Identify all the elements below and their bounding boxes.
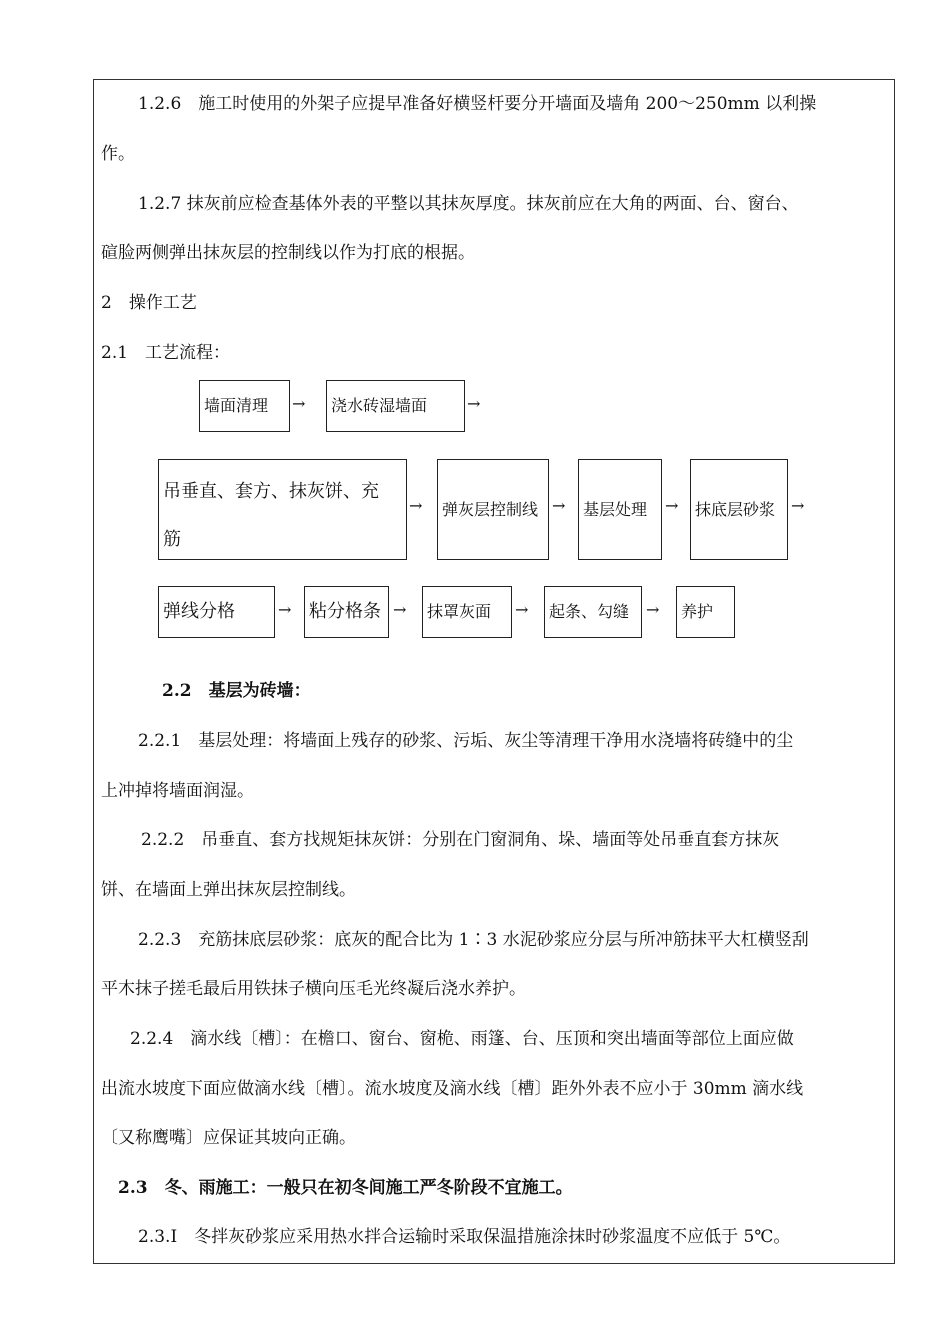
flow-box-finish-coat xyxy=(422,586,512,638)
heading-2-1: 2.1 工艺流程： xyxy=(101,343,231,363)
heading-2-3: 2.3 冬、雨施工：一般只在初冬间施工严冬阶段不宜施工。 xyxy=(118,1178,573,1198)
flow-box-divider-strip xyxy=(304,586,389,638)
flow-box-base-treatment xyxy=(578,459,662,560)
flow-box-label: 抹底层砂浆 xyxy=(695,499,776,519)
para-2-2-4-line1: 2.2.4 滴水线〔槽〕：在檐口、窗台、窗桅、雨篷、台、压顶和突出墙面等部位上面应做 xyxy=(130,1029,794,1049)
flow-box-label: 墙面清理 xyxy=(204,396,269,415)
flow-arrow: → xyxy=(467,394,481,413)
flow-arrow: → xyxy=(278,600,292,619)
flow-box-label: 基层处理 xyxy=(583,499,648,519)
flow-box-label: 浇水砖湿墙面 xyxy=(331,396,428,415)
para-2-2-2-line1: 2.2.2 吊垂直、套方找规矩抹灰饼：分别在门窗洞角、垛、墙面等处吊垂直套方抹灰 xyxy=(141,830,780,850)
para-2-2-1-line1: 2.2.1 基层处理：将墙面上残存的砂浆、污垢、灰尘等清理干净用水浇墙将砖缝中的尘 xyxy=(138,731,794,751)
flow-box-wet-wall xyxy=(326,380,465,432)
para-2-2-3-line1: 2.2.3 充筋抹底层砂浆：底灰的配合比为 1∶3 水泥砂浆应分层与所冲筋抹平大杠横竖刮 xyxy=(138,930,809,950)
flow-box-curing xyxy=(676,586,735,638)
para-1-2-6-line2: 作。 xyxy=(101,144,135,164)
flow-arrow: → xyxy=(515,600,529,619)
flow-box-label-line1: 吊垂直、套方、抹灰饼、充 xyxy=(163,481,379,502)
para-2-2-4-line2: 出流水坡度下面应做滴水线〔槽〕。流水坡度及滴水线〔槽〕距外外表不应小于 30mm 滴水线 xyxy=(101,1079,804,1099)
flow-box-label: 抹罩灰面 xyxy=(427,602,492,621)
heading-2: 2 操作工艺 xyxy=(101,293,197,313)
flow-box-strip-joint xyxy=(544,586,642,638)
flow-box-label: 弹灰层控制线 xyxy=(442,499,539,519)
para-2-3-1: 2.3.Ⅰ 冬拌灰砂浆应采用热水拌合运输时采取保温措施涂抹时砂浆温度不应低于 5℃。 xyxy=(138,1227,791,1247)
flow-box-label: 粘分格条 xyxy=(309,601,381,622)
flow-arrow: → xyxy=(292,394,306,413)
para-2-2-4-line3: 〔又称鹰嘴〕应保证其坡向正确。 xyxy=(101,1128,356,1148)
flow-box-label: 弹线分格 xyxy=(163,601,235,622)
flow-arrow: → xyxy=(791,496,805,515)
para-1-2-6-line1: 1.2.6 施工时使用的外架子应提早准备好横竖杆要分开墙面及墙角 200～250mm 以利操 xyxy=(138,94,817,114)
para-1-2-7-line1: 1.2.7 抹灰前应检查基体外表的平整以其抹灰厚度。抹灰前应在大角的两面、台、窗台、 xyxy=(138,194,799,214)
heading-2-2: 2.2 基层为砖墙： xyxy=(162,681,311,701)
flow-arrow: → xyxy=(393,600,407,619)
para-2-2-1-line2: 上冲掉将墙面润湿。 xyxy=(101,781,254,801)
flow-box-label: 起条、勾缝 xyxy=(549,602,630,621)
flow-box-base-mortar xyxy=(690,459,788,560)
flow-arrow: → xyxy=(646,600,660,619)
flow-box-wall-cleaning xyxy=(199,380,290,432)
flow-box-control-line xyxy=(437,459,549,560)
flow-box-label: 养护 xyxy=(681,602,714,621)
flow-arrow: → xyxy=(409,496,423,515)
para-2-2-3-line2: 平木抹子搓毛最后用铁抹子横向压毛光终凝后浇水养护。 xyxy=(101,979,526,999)
flow-box-line-division xyxy=(158,586,275,638)
flow-arrow: → xyxy=(552,496,566,515)
para-2-2-2-line2: 饼、在墙面上弹出抹灰层控制线。 xyxy=(101,880,356,900)
flow-box-label-line2: 筋 xyxy=(163,529,181,550)
flow-box-plumb-square xyxy=(158,459,407,560)
para-1-2-7-line2: 碹脸两侧弹出抹灰层的控制线以作为打底的根据。 xyxy=(101,243,475,263)
flow-arrow: → xyxy=(665,496,679,515)
